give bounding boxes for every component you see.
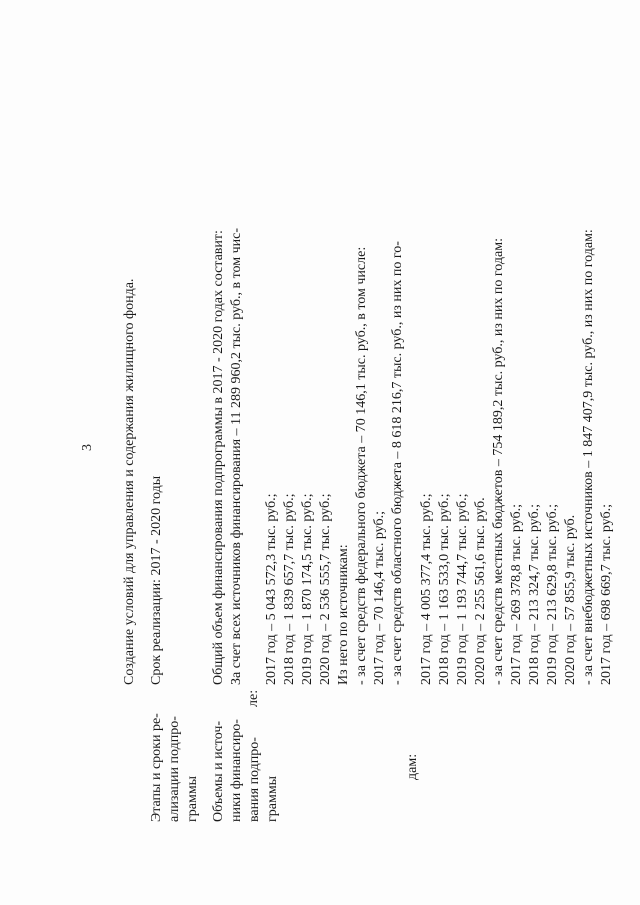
funding-label-2: ники финансиро- <box>229 719 244 822</box>
funding-line: 2018 год – 1 839 657,7 тыс. руб.; <box>282 493 297 685</box>
funding-line: За счет всех источников финансирования – 11 289 960,2 тыс. руб., в том чис- <box>229 227 244 685</box>
wrap-dam: дам: <box>405 753 420 780</box>
intro-line: Создание условий для управления и содержания жилищного фонда. <box>122 278 137 685</box>
funding-line: 2020 год – 57 855,9 тыс. руб. <box>563 514 578 685</box>
funding-line: 2018 год – 213 324,7 тыс. руб.; <box>527 504 542 685</box>
funding-line: 2017 год – 698 669,7 тыс. руб.; <box>599 504 614 685</box>
page-number: 3 <box>80 444 95 451</box>
stages-text: Срок реализации: 2017 - 2020 годы <box>149 475 164 685</box>
funding-label-4: граммы <box>265 775 280 822</box>
wrap-le: ле: <box>246 689 261 707</box>
funding-line: Общий объем финансирования подпрограммы в 2017 - 2020 годах составит: <box>211 230 226 685</box>
funding-line: 2019 год – 1 870 174,5 тыс. руб.; <box>300 493 315 685</box>
funding-line: - за счет средств местных бюджетов – 754 189,2 тыс. руб., из них по годам: <box>491 238 506 685</box>
funding-line: 2019 год – 1 193 744,7 тыс. руб.; <box>455 493 470 685</box>
stages-label-1: Этапы и сроки ре- <box>149 713 164 822</box>
funding-line: 2017 год – 70 146,4 тыс. руб.; <box>372 511 387 685</box>
funding-label-3: вания подпро- <box>247 737 262 822</box>
funding-line: 2017 год – 5 043 572,3 тыс. руб.; <box>264 493 279 685</box>
stages-label-3: граммы <box>185 775 200 822</box>
funding-label-1: Объемы и источ- <box>211 720 226 822</box>
funding-line: 2020 год – 2 255 561,6 тыс. руб. <box>473 497 488 685</box>
funding-line: 2019 год – 213 629,8 тыс. руб.; <box>545 504 560 685</box>
funding-line: 2018 год – 1 163 533,0 тыс. руб.; <box>437 493 452 685</box>
stages-label-2: ализации подпро- <box>167 716 182 822</box>
funding-line: - за счет внебюджетных источников – 1 847 407,9 тыс. руб., из них по годам: <box>581 229 596 685</box>
funding-line: Из него по источникам: <box>336 544 351 685</box>
funding-line: - за счет средств федерального бюджета – 70 146,1 тыс. руб., в том числе: <box>354 246 369 685</box>
funding-line: 2020 год – 2 536 555,7 тыс. руб.; <box>318 493 333 685</box>
funding-line: 2017 год – 4 005 377,4 тыс. руб.; <box>419 493 434 685</box>
funding-line: 2017 год – 269 378,8 тыс. руб.; <box>509 504 524 685</box>
funding-line: - за счет средств областного бюджета – 8 618 216,7 тыс. руб., из них по го- <box>390 241 405 685</box>
